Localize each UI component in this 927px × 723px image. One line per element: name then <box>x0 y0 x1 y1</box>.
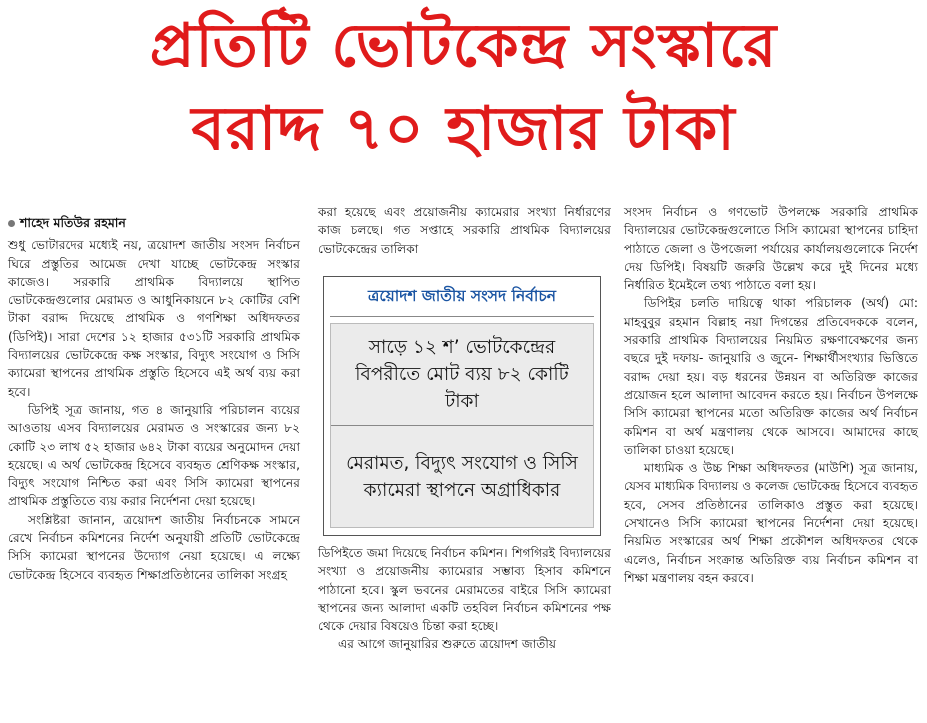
article-column-2-bottom <box>318 544 611 654</box>
headline-line-1: প্রতিটি ভোটকেন্দ্র সংস্কারে <box>149 11 778 81</box>
paragraph: ডিপিইর চলতি দায়িত্বে থাকা পরিচালক (অর্থ) মো: মাহবুবুর রহমান বিল্লাহ নয়া দিগন্তের প্রতিবেদককে বলেন, সরকারি প্রাথমিক বিদ্যালয়ের নিয়মিত রক্ষণাবেক্ষণের জন্য বছরে দুই দফায়- জানুয়ারি ও জুনে- শিক্ষার্থীসংখ্যার ভিত্তিতে বরাদ্দ দেয়া হয়। বড় ধরনের উন্নয়ন বা অতিরিক্ত কাজের প্রয়োজন হলে আলাদা আবেদন করতে হয়। নির্বাচন উপলক্ষে সিসি ক্যামেরা স্থাপনের মতো অতিরিক্ত কাজের অর্থ নির্বাচন কমিশন বা অর্থ মন্ত্রণালয় থেকে আসবে। আমাদের কাছে তালিকা চাওয়া হয়েছে। <box>624 296 918 457</box>
highlight-point-1: সাড়ে ১২ শ’ ভোটকেন্দ্রের বিপরীতে মোট ব্যয় ৮২ কোটি টাকা <box>331 324 593 426</box>
bullet-icon <box>8 220 15 227</box>
article-column-3 <box>624 203 918 587</box>
paragraph: সংসদ নির্বাচন ও গণভোট উপলক্ষে সরকারি প্রাথমিক বিদ্যালয়ের ভোটকেন্দ্রগুলোতে সিসি ক্যামেরা স্থাপনের চাহিদা পাঠাতে জেলা ও উপজেলা পর্যায়ের কার্যালয়গুলোকে নির্দেশ দেয় ডিপিই। বিষয়টি জরুরি উল্লেখ করে দুই দিনের মধ্যে নির্ধারিত ইমেইলে তথ্য পাঠাতে বলা হয়। <box>624 205 918 293</box>
headline-line-2: বরাদ্দ ৭০ হাজার টাকা <box>191 94 736 164</box>
highlight-box-title: ত্রয়োদশ জাতীয় সংসদ নির্বাচন <box>330 277 594 317</box>
paragraph: এর আগে জানুয়ারির শুরুতে ত্রয়োদশ জাতীয় <box>338 637 557 652</box>
paragraph: ডিপিইতে জমা দিয়েছে নির্বাচন কমিশন। শিগগিরই বিদ্যালয়ের সংখ্যা ও প্রয়োজনীয় ক্যামেরার সম্ভাব্য হিসাব কমিশনে পাঠানো হবে। স্কুল ভবনের মেরামতের বাইরে সিসি ক্যামেরা স্থাপনের জন্য আলাদা একটি তহবিল নির্বাচন কমিশনের পক্ষ থেকে দেয়ার বিষয়েও চিন্তা করা হচ্ছে। <box>318 546 611 634</box>
paragraph: ডিপিই সূত্র জানায়, গত ৪ জানুয়ারি পরিচালন ব্যয়ের আওতায় এসব বিদ্যালয়ের মেরামত ও সংস্কারের জন্য ৮২ কোটি ২৩ লাখ ৫২ হাজার ৬৪২ টাকা ব্যয়ের অনুমোদন দেয়া হয়েছে। এ অর্থ ভোটকেন্দ্র হিসেবে ব্যবহৃত শ্রেণিকক্ষ সংস্কার, বিদ্যুৎ সংযোগ নিশ্চিত করা এবং সিসি ক্যামেরা স্থাপনের প্রাথমিক প্রস্তুতিতে ব্যয় করার নির্দেশনা দেয়া হয়েছে। <box>8 402 300 509</box>
article-column-2-top <box>318 203 611 258</box>
highlight-box <box>323 276 601 536</box>
paragraph: মাধ্যমিক ও উচ্চ শিক্ষা অধিদফতর (মাউশি) সূত্র জানায়, যেসব মাধ্যমিক বিদ্যালয় ও কলেজ ভোটকেন্দ্র হিসেবে ব্যবহৃত হবে, সেসব প্রতিষ্ঠানের তালিকাও প্রস্তুত করা হয়েছে। সেখানেও সিসি ক্যামেরা স্থাপনের নির্দেশনা দেয়া হয়েছে। নিয়মিত সংস্কারের অর্থ শিক্ষা প্রকৌশল অধিদফতর থেকে এলেও, নির্বাচন সংক্রান্ত অতিরিক্ত ব্যয় নির্বাচন কমিশন বা শিক্ষা মন্ত্রণালয় বহন করবে। <box>624 461 918 585</box>
highlight-box-body <box>330 323 594 528</box>
byline-author: শাহেদ মতিউর রহমান <box>20 215 126 230</box>
highlight-point-2: মেরামত, বিদ্যুৎ সংযোগ ও সিসি ক্যামেরা স্থাপনে অগ্রাধিকার <box>346 452 578 501</box>
paragraph: শুধু ভোটারদের মধ্যেই নয়, ত্রয়োদশ জাতীয় সংসদ নির্বাচন ঘিরে প্রস্তুতির আমেজ দেখা যাচ্ছে ভোটকেন্দ্র সংস্কার কাজেও। সরকারি প্রাথমিক বিদ্যালয়ে স্থাপিত ভোটকেন্দ্রগুলোর মেরামত ও আধুনিকায়নে ৮২ কোটির বেশি টাকা বরাদ্দ দিয়েছে প্রাথমিক ও গণশিক্ষা অধিদফতর (ডিপিই)। সারা দেশের ১২ হাজার ৫৩১টি সরকারি প্রাথমিক বিদ্যালয়ের ভোটকেন্দ্রে কক্ষ সংস্কার, বিদ্যুৎ সংযোগ ও সিসি ক্যামেরা স্থাপনের প্রাথমিক প্রস্তুতি হিসেবে এই অর্থ ব্যয় করা হবে। <box>8 238 300 399</box>
paragraph: সংশ্লিষ্টরা জানান, ত্রয়োদশ জাতীয় নির্বাচনকে সামনে রেখে নির্বাচন কমিশনের নির্দেশ অনুযায়ী প্রতিটি ভোটকেন্দ্রে সিসি ক্যামেরা স্থাপনের উদ্যোগ নেয়া হয়েছে। এ লক্ষ্যে ভোটকেন্দ্র হিসেবে ব্যবহৃত শিক্ষাপ্রতিষ্ঠানের তালিকা সংগ্রহ <box>8 512 300 582</box>
headline <box>0 4 927 170</box>
byline <box>8 214 300 232</box>
paragraph: করা হয়েছে এবং প্রয়োজনীয় ক্যামেরার সংখ্যা নির্ধারণের কাজ চলছে। গত সপ্তাহে সরকারি প্রাথমিক বিদ্যালয়ের ভোটকেন্দ্রের তালিকা <box>318 205 611 256</box>
article-column-1 <box>8 214 300 584</box>
